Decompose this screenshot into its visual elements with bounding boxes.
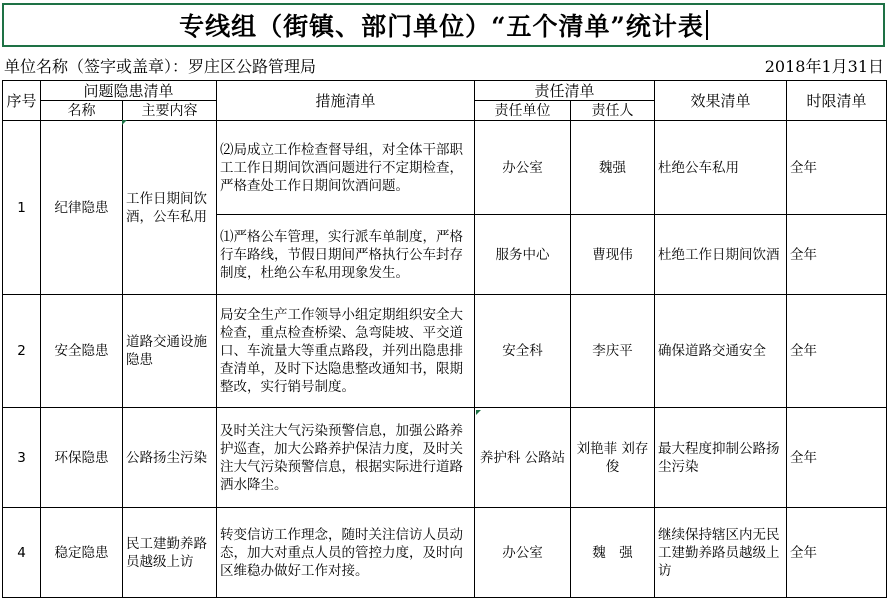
row-content[interactable]: 公路扬尘污染 [123, 408, 217, 508]
row-measure[interactable]: ⑵局成立工作检查督导组，对全体干部职工工作日期间饮酒问题进行不定期检查，严格查处工作日期间饮酒问题。 [217, 121, 475, 215]
header-responsibility-group[interactable]: 责任清单 [475, 81, 655, 101]
report-date[interactable]: 2018年1月31日 [764, 57, 884, 76]
row-resp-person[interactable]: 李庆平 [571, 295, 655, 408]
row-resp-unit[interactable]: 安全科 [475, 295, 571, 408]
row-measure[interactable]: 局安全生产工作领导小组定期组织安全大检查，重点检查桥梁、急弯陡坡、平交道口、车流量大等重点路段，并列出隐患排查清单，及时下达隐患整改通知书，限期整改，实行销号制度。 [217, 295, 475, 408]
row-effect[interactable]: 确保道路交通安全 [655, 295, 787, 408]
row-resp-unit[interactable]: 服务中心 [475, 215, 571, 295]
header-measures[interactable]: 措施清单 [217, 81, 475, 121]
row-seq[interactable]: 1 [3, 121, 41, 295]
row-resp-person[interactable]: 魏 强 [571, 508, 655, 598]
row-resp-unit[interactable]: 办公室 [475, 121, 571, 215]
row-deadline[interactable]: 全年 [787, 408, 887, 508]
row-effect[interactable]: 最大程度抑制公路扬尘污染 [655, 408, 787, 508]
header-resp-unit[interactable]: 责任单位 [475, 101, 571, 121]
row-resp-unit[interactable]: 办公室 [475, 508, 571, 598]
row-effect[interactable]: 继续保持辖区内无民工建勤养路员越级上访 [655, 508, 787, 598]
row-name[interactable]: 安全隐患 [41, 295, 123, 408]
row-name[interactable]: 环保隐患 [41, 408, 123, 508]
header-deadline[interactable]: 时限清单 [787, 81, 887, 121]
row-measure[interactable]: 及时关注大气污染预警信息，加强公路养护巡查，加大公路养护保洁力度，及时关注大气污染预警信息，根据实际进行道路洒水降尘。 [217, 408, 475, 508]
table-row [3, 408, 887, 508]
row-name[interactable]: 纪律隐患 [41, 121, 123, 295]
meta-row [0, 50, 888, 78]
header-name[interactable]: 名称 [41, 101, 123, 121]
statistics-table [2, 80, 887, 598]
header-row-1 [3, 81, 887, 101]
header-problem-group[interactable]: 问题隐患清单 [41, 81, 217, 101]
row-deadline[interactable]: 全年 [787, 215, 887, 295]
row-measure[interactable]: 转变信访工作理念，随时关注信访人员动态，加大对重点人员的管控力度，及时向区维稳办做好工作对接。 [217, 508, 475, 598]
row-resp-person[interactable]: 刘艳菲 刘存俊 [571, 408, 655, 508]
page-title[interactable] [2, 3, 885, 47]
title-text: 专线组（街镇、部门单位）“五个清单”统计表 [179, 12, 704, 41]
row-seq[interactable]: 2 [3, 295, 41, 408]
comment-marker [122, 120, 127, 125]
table-row [3, 121, 887, 215]
row-deadline[interactable]: 全年 [787, 508, 887, 598]
row-effect[interactable]: 杜绝工作日期间饮酒 [655, 215, 787, 295]
comment-marker [476, 410, 481, 415]
table-row [3, 508, 887, 598]
row-deadline[interactable]: 全年 [787, 295, 887, 408]
row-content[interactable]: 工作日期间饮酒，公车私用 [123, 121, 217, 295]
row-resp-person[interactable]: 魏强 [571, 121, 655, 215]
row-content[interactable]: 民工建勤养路员越级上访 [123, 508, 217, 598]
row-seq[interactable]: 4 [3, 508, 41, 598]
table-row [3, 295, 887, 408]
header-main-content[interactable]: 主要内容 [123, 101, 217, 121]
header-resp-person[interactable]: 责任人 [571, 101, 655, 121]
row-deadline[interactable]: 全年 [787, 121, 887, 215]
text-cursor [706, 10, 708, 40]
row-seq[interactable]: 3 [3, 408, 41, 508]
row-effect[interactable]: 杜绝公车私用 [655, 121, 787, 215]
unit-name-label[interactable]: 单位名称（签字或盖章）：罗庄区公路管理局 [4, 57, 317, 76]
header-seq[interactable]: 序号 [3, 81, 41, 121]
header-effect[interactable]: 效果清单 [655, 81, 787, 121]
row-name[interactable]: 稳定隐患 [41, 508, 123, 598]
row-resp-person[interactable]: 曹现伟 [571, 215, 655, 295]
row-content[interactable]: 道路交通设施隐患 [123, 295, 217, 408]
row-resp-unit[interactable]: 养护科 公路站 [475, 408, 571, 508]
row-measure[interactable]: ⑴严格公车管理，实行派车单制度，严格行车路线，节假日期间严格执行公车封存制度，杜绝公车私用现象发生。 [217, 215, 475, 295]
